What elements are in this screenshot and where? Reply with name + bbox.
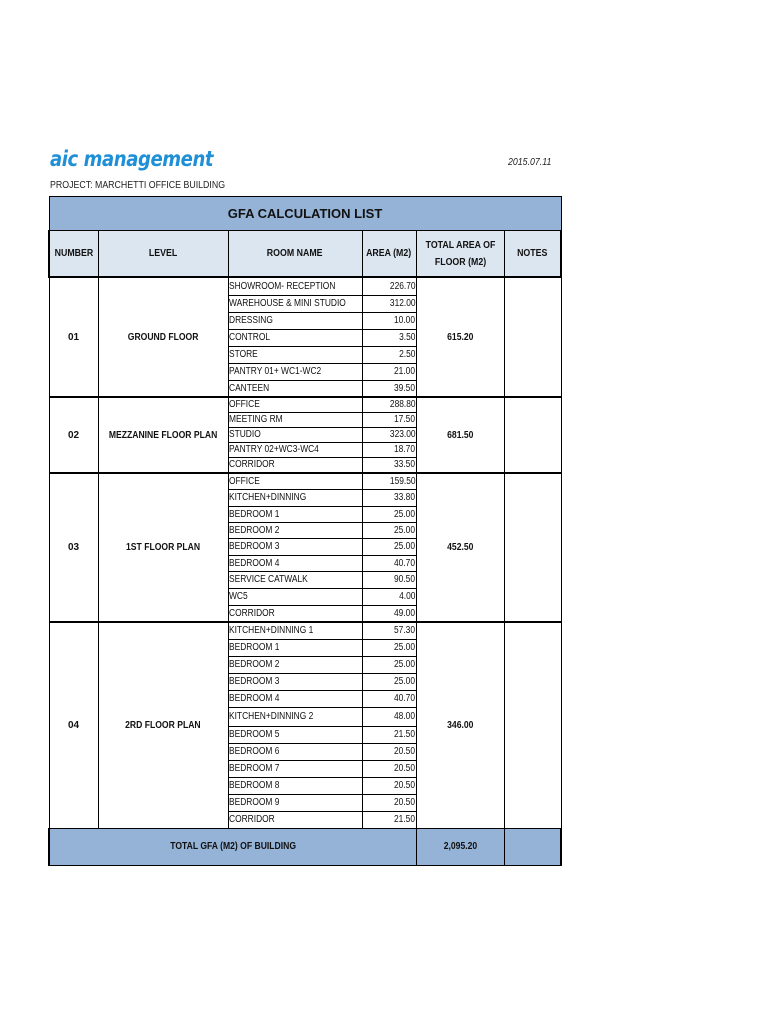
room-name: BEDROOM 1 <box>228 506 362 522</box>
floor-number: 04 <box>49 622 98 828</box>
room-area: 25.00 <box>362 656 416 673</box>
room-area: 40.70 <box>362 690 416 707</box>
room-area: 33.80 <box>362 489 416 506</box>
floor-total-area: 452.50 <box>416 473 504 622</box>
room-name: PANTRY 02+WC3-WC4 <box>228 442 362 457</box>
room-area: 10.00 <box>362 312 416 329</box>
room-area: 39.50 <box>362 380 416 397</box>
room-area: 20.50 <box>362 794 416 811</box>
room-name: SHOWROOM- RECEPTION <box>228 277 362 295</box>
total-gfa-value: 2,095.20 <box>416 828 504 865</box>
room-area: 3.50 <box>362 329 416 346</box>
room-area: 25.00 <box>362 673 416 690</box>
room-area: 226.70 <box>362 277 416 295</box>
room-area: 25.00 <box>362 538 416 555</box>
table-title: GFA CALCULATION LIST <box>49 197 561 231</box>
floor-number: 03 <box>49 473 98 622</box>
col-header-level: LEVEL <box>98 231 228 278</box>
document-date: 2015.07.11 <box>508 157 552 168</box>
room-area: 21.50 <box>362 811 416 828</box>
room-area: 21.50 <box>362 726 416 743</box>
table-header-row <box>49 231 561 278</box>
room-name: OFFICE <box>228 473 362 489</box>
room-name: KITCHEN+DINNING 2 <box>228 707 362 726</box>
room-area: 48.00 <box>362 707 416 726</box>
floor-total-area: 681.50 <box>416 397 504 473</box>
room-area: 18.70 <box>362 442 416 457</box>
room-name: BEDROOM 2 <box>228 522 362 538</box>
room-area: 33.50 <box>362 457 416 473</box>
col-header-number: NUMBER <box>49 231 98 278</box>
room-name: BEDROOM 3 <box>228 673 362 690</box>
room-area: 40.70 <box>362 555 416 571</box>
room-name: BEDROOM 8 <box>228 777 362 794</box>
room-name: KITCHEN+DINNING <box>228 489 362 506</box>
room-name: BEDROOM 1 <box>228 639 362 656</box>
room-name: CORRIDOR <box>228 605 362 622</box>
total-gfa-label: TOTAL GFA (M2) OF BUILDING <box>49 828 416 865</box>
room-area: 159.50 <box>362 473 416 489</box>
room-area: 312.00 <box>362 295 416 312</box>
room-area: 20.50 <box>362 743 416 760</box>
room-name: MEETING RM <box>228 412 362 427</box>
room-name: BEDROOM 9 <box>228 794 362 811</box>
gfa-table <box>48 196 562 866</box>
room-name: STUDIO <box>228 427 362 442</box>
room-name: CORRIDOR <box>228 811 362 828</box>
floor-level: 2RD FLOOR PLAN <box>98 622 228 828</box>
room-area: 4.00 <box>362 588 416 605</box>
room-name: OFFICE <box>228 397 362 412</box>
col-header-total: TOTAL AREA OF FLOOR (M2) <box>416 231 504 278</box>
room-name: WAREHOUSE & MINI STUDIO <box>228 295 362 312</box>
room-area: 90.50 <box>362 571 416 588</box>
total-gfa-notes <box>504 828 561 865</box>
table-row <box>49 622 561 639</box>
room-area: 2.50 <box>362 346 416 363</box>
col-header-notes: NOTES <box>504 231 561 278</box>
company-logo: aic management <box>50 147 214 171</box>
room-area: 25.00 <box>362 506 416 522</box>
room-name: PANTRY 01+ WC1-WC2 <box>228 363 362 380</box>
room-area: 20.50 <box>362 777 416 794</box>
floor-notes <box>504 473 561 622</box>
room-name: BEDROOM 3 <box>228 538 362 555</box>
room-name: SERVICE CATWALK <box>228 571 362 588</box>
room-name: STORE <box>228 346 362 363</box>
room-area: 20.50 <box>362 760 416 777</box>
room-area: 49.00 <box>362 605 416 622</box>
table-title-row <box>49 197 561 231</box>
floor-level: MEZZANINE FLOOR PLAN <box>98 397 228 473</box>
room-name: BEDROOM 2 <box>228 656 362 673</box>
room-name: BEDROOM 6 <box>228 743 362 760</box>
floor-level: 1ST FLOOR PLAN <box>98 473 228 622</box>
room-area: 21.00 <box>362 363 416 380</box>
table-row <box>49 397 561 412</box>
room-area: 17.50 <box>362 412 416 427</box>
room-area: 323.00 <box>362 427 416 442</box>
room-name: BEDROOM 7 <box>228 760 362 777</box>
floor-number: 02 <box>49 397 98 473</box>
table-footer-row <box>49 828 561 865</box>
room-name: BEDROOM 5 <box>228 726 362 743</box>
room-name: DRESSING <box>228 312 362 329</box>
floor-notes <box>504 397 561 473</box>
col-header-room: ROOM NAME <box>228 231 362 278</box>
room-area: 25.00 <box>362 639 416 656</box>
room-name: CANTEEN <box>228 380 362 397</box>
floor-number: 01 <box>49 277 98 397</box>
room-name: KITCHEN+DINNING 1 <box>228 622 362 639</box>
room-name: BEDROOM 4 <box>228 690 362 707</box>
floor-level: GROUND FLOOR <box>98 277 228 397</box>
room-name: WC5 <box>228 588 362 605</box>
floor-total-area: 615.20 <box>416 277 504 397</box>
room-name: BEDROOM 4 <box>228 555 362 571</box>
room-name: CONTROL <box>228 329 362 346</box>
floor-notes <box>504 622 561 828</box>
table-row <box>49 473 561 489</box>
floor-total-area: 346.00 <box>416 622 504 828</box>
project-name: PROJECT: MARCHETTI OFFICE BUILDING <box>50 180 226 191</box>
room-area: 25.00 <box>362 522 416 538</box>
floor-notes <box>504 277 561 397</box>
room-area: 288.80 <box>362 397 416 412</box>
room-name: CORRIDOR <box>228 457 362 473</box>
col-header-area: AREA (M2) <box>362 231 416 278</box>
room-area: 57.30 <box>362 622 416 639</box>
table-row <box>49 277 561 295</box>
